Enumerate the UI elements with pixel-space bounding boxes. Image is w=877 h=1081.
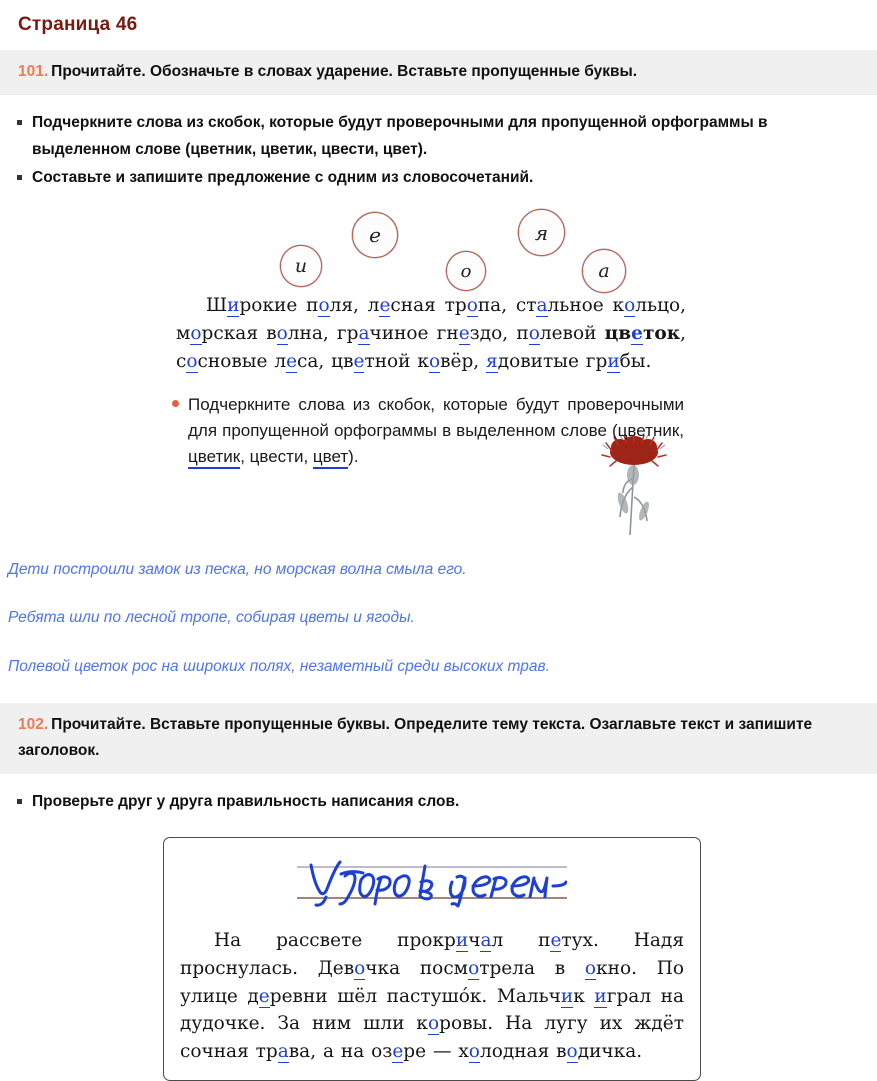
text-run: рокие п [239,295,319,317]
text-run: тух. Надя проснулась. Дев [180,930,684,979]
text-run: чиное гн [369,323,459,345]
text-run: Ш [206,295,228,317]
inserted-letter: и [560,985,574,1007]
text-run: к [573,985,595,1007]
inserted-letter: о [566,1041,578,1063]
circled-letter: и [280,245,322,287]
text-run: трела в [479,957,585,979]
text-run: лна, гр [287,323,359,345]
handwritten-title-svg [297,856,567,908]
inserted-letter: и [594,985,607,1007]
text-run: сная тр [390,295,467,317]
text-run: льное к [547,295,625,317]
text-run: кно. По улице д [180,957,684,1007]
text-run: грал на дудочке. За ним шли к [180,985,685,1035]
list-item: Проверьте друг у друга правильность написания слов. [0,788,842,815]
inserted-letter: е [353,351,365,373]
inserted-letter: о [276,323,288,345]
inserted-letter: о [354,957,366,979]
circled-letters-row [170,207,877,292]
text-run: са, цв [297,351,354,373]
answer-line: Дети построили замок из песка, но морская волна смыла его. [8,561,467,579]
text-run: рская в [201,323,277,345]
text-run: па, ст [477,295,537,317]
inserted-letter: и [455,930,469,952]
inserted-letter: е [392,1041,404,1063]
exercise-102-heading-text: Прочитайте. Вставьте пропущенные буквы. Определите тему текста. Озаглавьте текст и запишите заголовок. [18,715,813,760]
inserted-letter: е [631,323,643,345]
circled-letter: а [582,249,626,293]
text-run: бы. [619,351,652,373]
inserted-letter: е [286,351,298,373]
inserted-letter: о [528,323,540,345]
text-run: ). [348,447,359,467]
underlined-word: цветик [188,447,240,469]
inserted-letter: о [318,295,330,317]
exercise-101-answers [0,558,877,678]
exercise-102-number: 102. [18,715,49,733]
exercise-101-scan-subtask [188,392,684,469]
circled-letter: я [518,209,565,256]
circled-letter: е [352,212,398,258]
answer-line: Ребята шли по лесной тропе, собирая цветы и ягоды. [8,609,415,627]
inserted-letter: а [277,1041,289,1063]
text-run: ровы. На лугу их ждёт сочная тр [180,1013,684,1063]
text-run: сновые л [197,351,287,373]
text-run: здо, п [469,323,529,345]
exercise-102-header [0,703,877,774]
highlighted-word: ток [642,323,681,345]
inserted-letter: е [379,295,391,317]
inserted-letter: о [466,295,478,317]
list-item: Подчеркните слова из скобок, которые будут проверочными для пропущенной орфограммы в выделенном слове (цветник, цветик, цвести, цвет). [0,109,842,163]
text-run: левой [539,323,605,345]
text-run: довитые гр [497,351,608,373]
inserted-letter: о [468,957,480,979]
inserted-letter: о [428,351,441,373]
inserted-letter: а [536,295,548,317]
text-run: тной к [364,351,429,373]
exercise-102-box-paragraph [180,927,684,1066]
page-title: Страница 46 [18,14,138,35]
exercise-101-number: 101. [18,63,49,80]
exercise-101-scan-block [0,207,877,532]
inserted-letter: о [584,957,597,979]
inserted-letter: и [227,295,240,317]
text-run: чка посм [365,957,469,979]
exercise-101-scan-paragraph [176,292,686,376]
text-run: , с [176,323,686,373]
text-run: Подчеркните слова из скобок, которые будут проверочными для пропущенной орфограммы в выделенном слове (цветник, [188,395,684,441]
text-run: , цвести, [240,447,313,467]
text-run: л п [491,930,551,952]
highlighted-word: цв [604,323,632,345]
exercise-102-task-list [0,788,877,815]
circled-letter: о [446,251,486,291]
text-run: ревни шёл пастушо́к. Мальч [269,985,561,1007]
inserted-letter: о [468,1041,480,1063]
text-run: лодная в [479,1041,567,1063]
text-run: ч [468,930,481,952]
inserted-letter: е [258,985,270,1007]
inserted-letter: о [186,351,198,373]
handwritten-title [291,854,573,912]
text-run: вёр, [440,351,487,373]
exercise-102-framed-scan [163,837,701,1081]
inserted-letter: а [480,930,492,952]
text-run: льцо, м [176,295,687,345]
answer-line: Полевой цветок рос на широких полях, незаметный среди высоких трав. [8,657,550,675]
exercise-101-header [0,50,877,95]
inserted-letter: е [458,323,470,345]
inserted-letter: а [358,323,370,345]
text-run: ля, л [329,295,380,317]
inserted-letter: и [607,351,620,373]
text-run: ва, а на оз [288,1041,393,1063]
list-item: Составьте и запишите предложение с одним из словосочетаний. [0,164,842,191]
inserted-letter: о [624,295,636,317]
exercise-101-task-list [0,109,877,191]
handwritten-title-wrap [180,854,684,917]
underlined-word: цвет [313,447,348,469]
inserted-letter: я [486,351,498,373]
text-run: дичка. [577,1041,643,1063]
inserted-letter: о [190,323,202,345]
text-run: ре — х [403,1041,469,1063]
inserted-letter: е [550,930,562,952]
exercise-101-heading-text: Прочитайте. Обозначьте в словах ударение. Вставьте пропущенные буквы. [51,63,638,80]
inserted-letter: о [428,1013,440,1035]
text-run: На рассвете прокр [214,930,456,952]
